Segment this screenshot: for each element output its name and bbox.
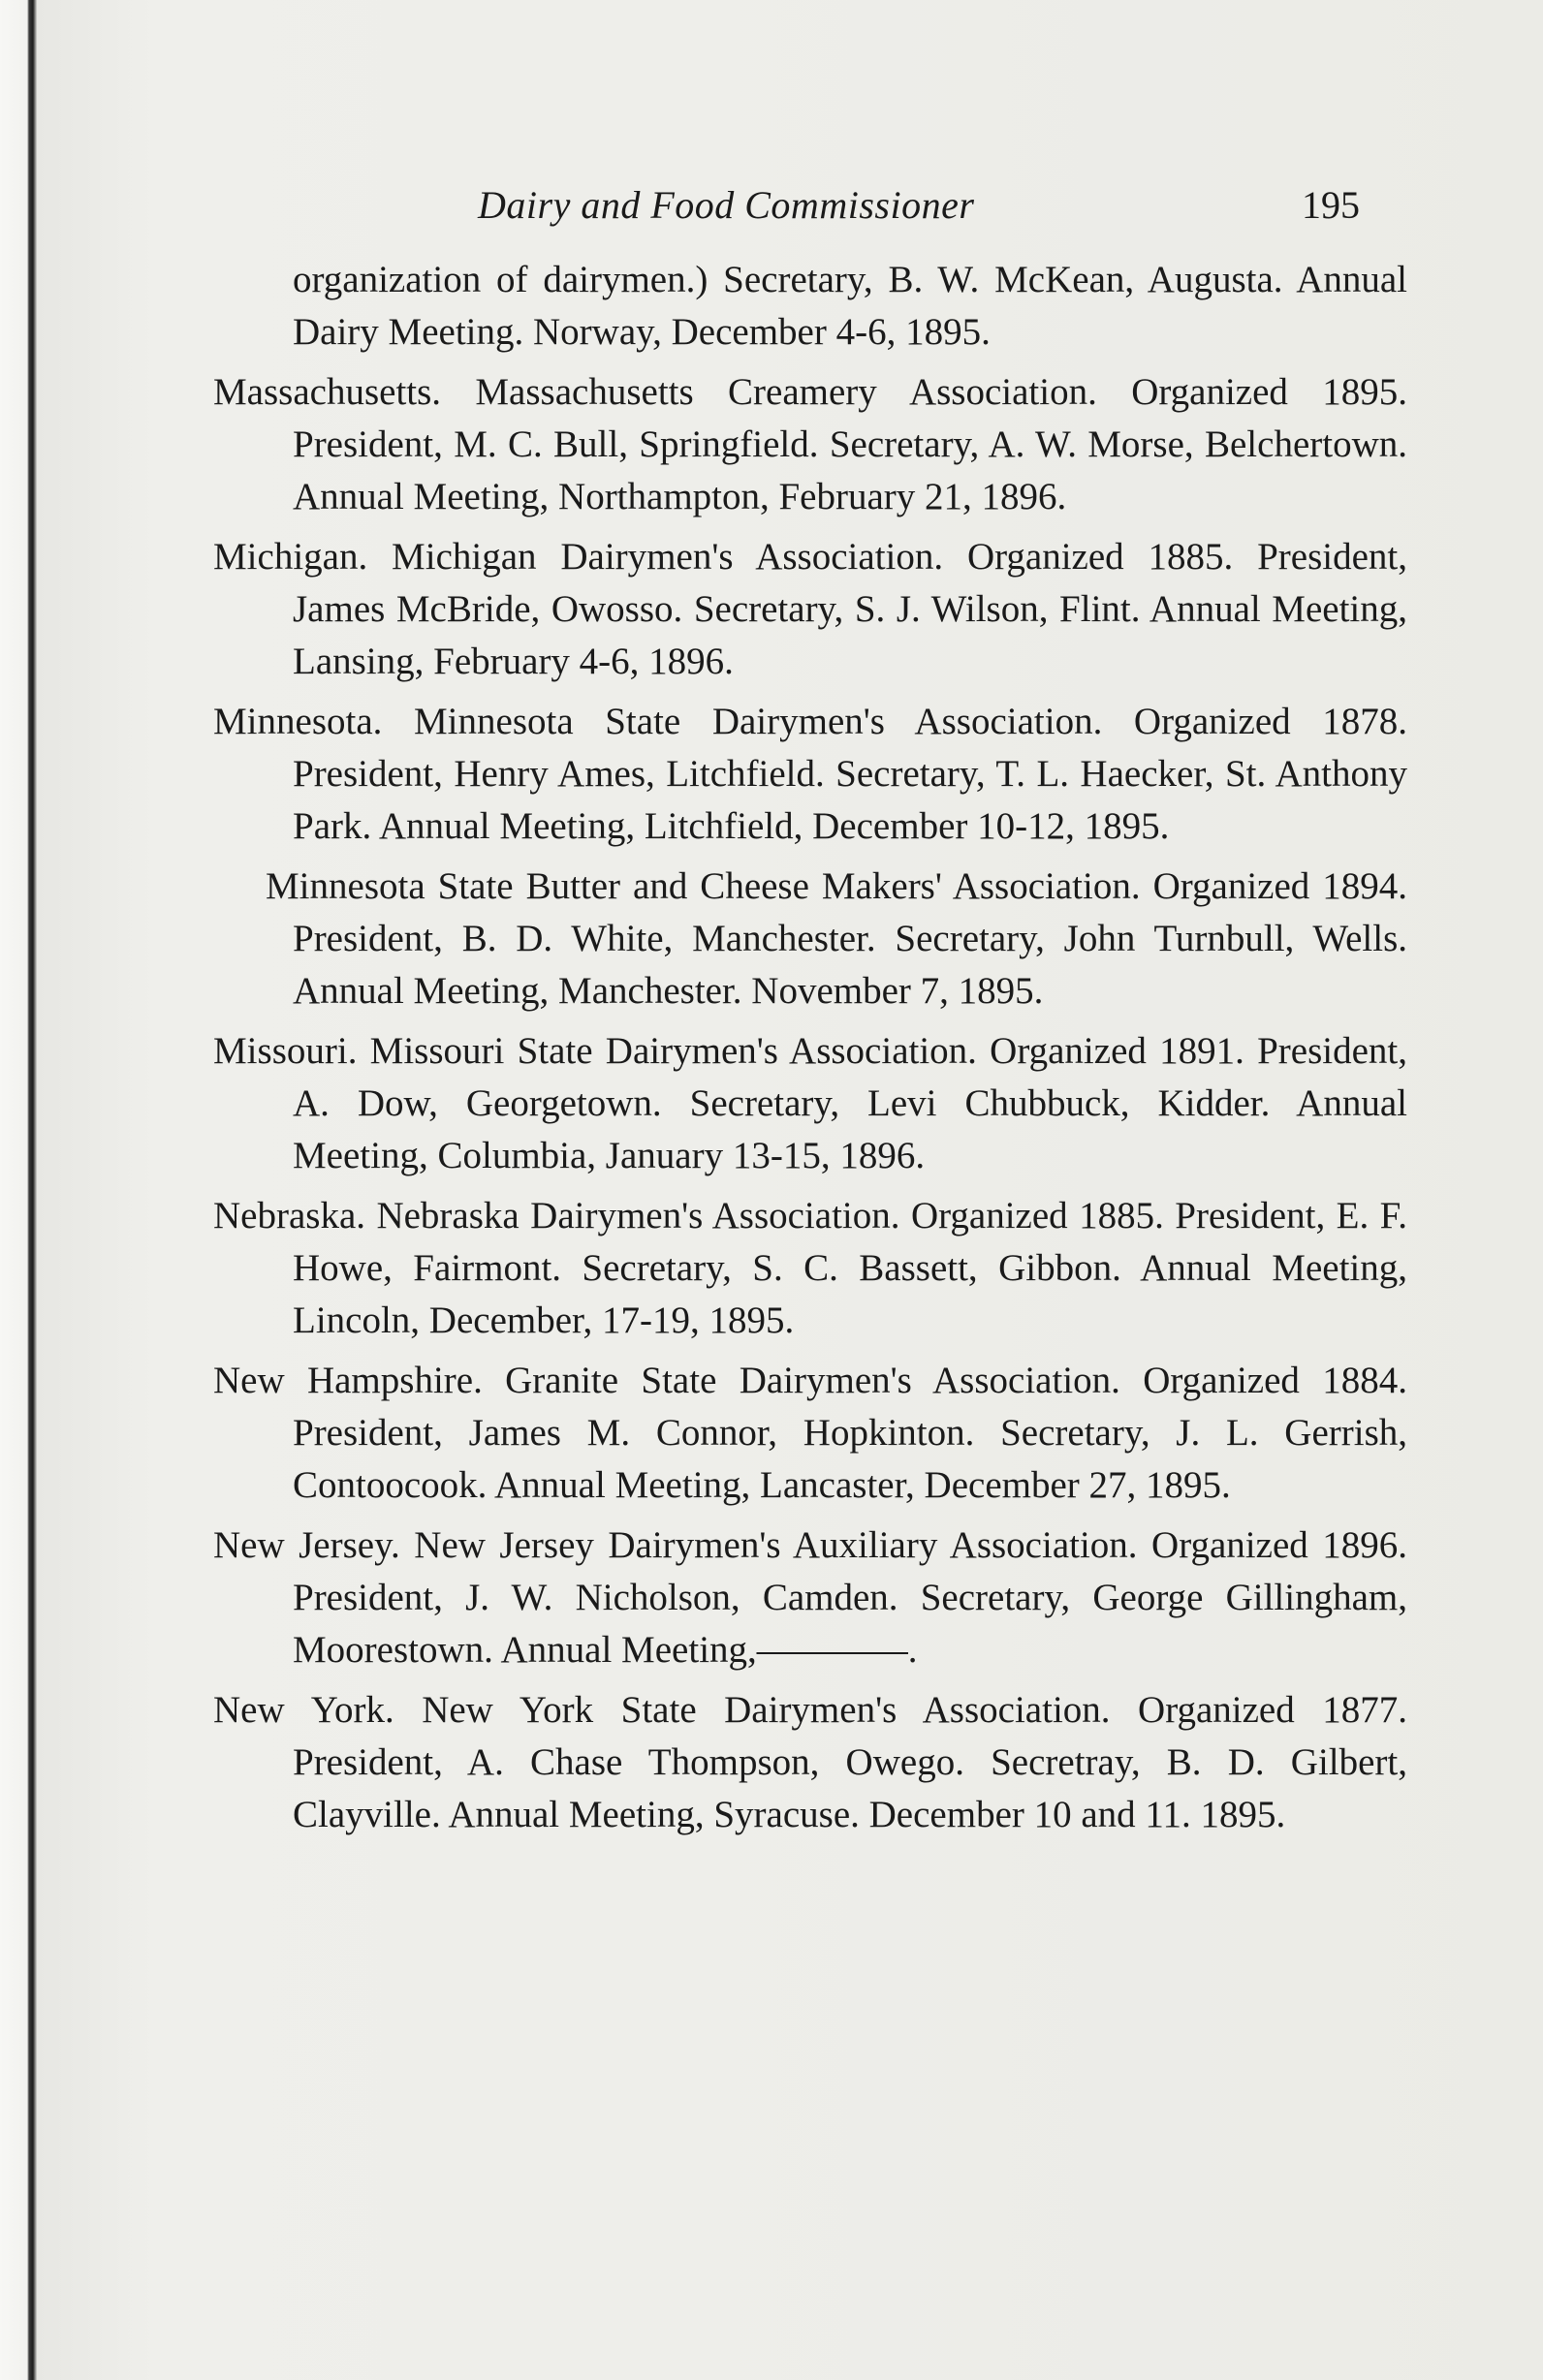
page-number: 195 [1302, 183, 1360, 227]
entry-missouri: Missouri. Missouri State Dairymen's Association. Organized 1891. President, A. Dow, Georgetown. Secretary, Levi Chubbuck, Kidder. Annual Meeting, Columbia, January 13-15, 1896. [213, 1030, 1407, 1176]
running-head [37, 182, 1543, 240]
entry-nebraska: Nebraska. Nebraska Dairymen's Association. Organized 1885. President, E. F. Howe, Fairmont. Secretary, S. C. Bassett, Gibbon. Annual Meeting, Lincoln, December, 17-19, 1895. [213, 1195, 1407, 1341]
entry-michigan: Michigan. Michigan Dairymen's Association. Organized 1885. President, James McBride, Owosso. Secretary, S. J. Wilson, Flint. Annual Meeting, Lansing, February 4-6, 1896. [213, 536, 1407, 682]
book-binding-edge [0, 0, 37, 2380]
entry-new-jersey: New Jersey. New Jersey Dairymen's Auxiliary Association. Organized 1896. President, J. W. Nicholson, Camden. Secretary, George Gillingham, Moorestown. Annual Meeting,————. [213, 1524, 1407, 1671]
entry-maine-continuation: organization of dairymen.) Secretary, B. W. McKean, Augusta. Annual Dairy Meeting. Norway, December 4-6, 1895. [293, 259, 1407, 353]
entry-new-hampshire: New Hampshire. Granite State Dairymen's Association. Organized 1884. President, James M. Connor, Hopkinton. Secretary, J. L. Gerrish, Contoocook. Annual Meeting, Lancaster, December 27, 1895. [213, 1360, 1407, 1506]
running-title: Dairy and Food Commissioner [478, 183, 975, 227]
page-body [213, 254, 1407, 1849]
book-page [37, 0, 1543, 2380]
entry-minnesota-butter-cheese: Minnesota State Butter and Cheese Makers' Association. Organized 1894. President, B. D. White, Manchester. Secretary, John Turnbull, Wells. Annual Meeting, Manchester. November 7, 1895. [266, 865, 1407, 1012]
entry-minnesota-dairymen: Minnesota. Minnesota State Dairymen's Association. Organized 1878. President, Henry Ames, Litchfield. Secretary, T. L. Haecker, St. Anthony Park. Annual Meeting, Litchfield, December 10-12, 1895. [213, 701, 1407, 847]
entry-massachusetts: Massachusetts. Massachusetts Creamery Association. Organized 1895. President, M. C. Bull, Springfield. Secretary, A. W. Morse, Belchertown. Annual Meeting, Northampton, February 21, 1896. [213, 371, 1407, 517]
entry-new-york: New York. New York State Dairymen's Association. Organized 1877. President, A. Chase Thompson, Owego. Secretray, B. D. Gilbert, Clayville. Annual Meeting, Syracuse. December 10 and 11. 1895. [213, 1689, 1407, 1835]
